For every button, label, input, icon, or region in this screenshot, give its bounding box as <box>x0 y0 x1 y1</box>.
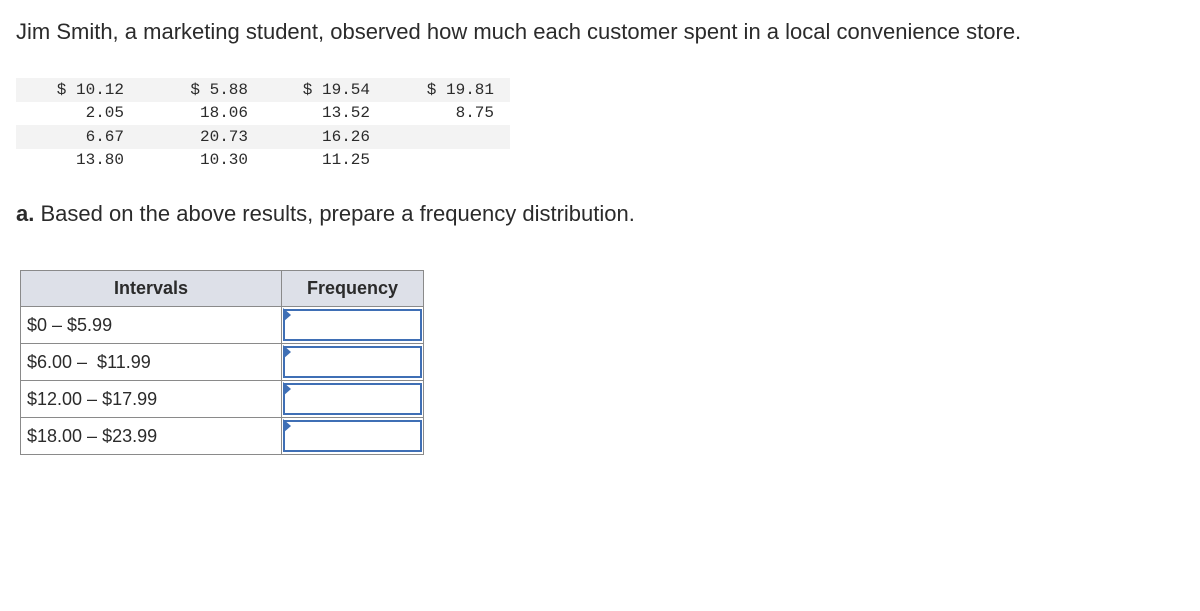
question-letter: a. <box>16 201 35 226</box>
data-cell: 6.67 <box>16 125 124 149</box>
data-row <box>16 125 510 149</box>
input-marker-icon <box>283 419 291 433</box>
table-row <box>21 418 424 455</box>
input-marker-icon <box>283 308 291 322</box>
frequency-cell <box>282 344 424 381</box>
frequency-input-4[interactable] <box>283 420 422 452</box>
data-cell <box>370 125 494 149</box>
data-cell: 10.30 <box>199 151 248 170</box>
interval-label: $6.00 – $11.99 <box>21 344 282 381</box>
data-cell: 11.25 <box>321 151 370 170</box>
frequency-input-2[interactable] <box>283 346 422 378</box>
frequency-cell <box>282 418 424 455</box>
frequency-distribution-table <box>20 270 424 455</box>
input-marker-icon <box>283 345 291 359</box>
input-marker-icon <box>283 382 291 396</box>
data-cell: 18.06 <box>199 104 248 123</box>
data-cell: 20.73 <box>124 125 248 149</box>
data-row <box>16 149 510 173</box>
frequency-header: Frequency <box>282 271 424 307</box>
data-cell: $ 19.81 <box>370 78 494 102</box>
frequency-cell <box>282 307 424 344</box>
table-row <box>21 381 424 418</box>
frequency-input-1[interactable] <box>283 309 422 341</box>
problem-intro: Jim Smith, a marketing student, observed how much each customer spent in a local convenience store. <box>16 19 1022 44</box>
table-row <box>21 344 424 381</box>
data-cell <box>370 149 494 173</box>
data-cell: 8.75 <box>455 104 494 123</box>
data-row <box>16 102 510 126</box>
interval-label: $0 – $5.99 <box>21 307 282 344</box>
data-row <box>16 78 510 102</box>
intervals-header: Intervals <box>21 271 282 307</box>
observed-spending-table <box>16 78 510 172</box>
data-cell: 13.52 <box>321 104 370 123</box>
interval-label: $12.00 – $17.99 <box>21 381 282 418</box>
data-cell: $ 5.88 <box>124 78 248 102</box>
question-a <box>16 200 635 228</box>
data-cell: $ 10.12 <box>16 78 124 102</box>
table-row <box>21 307 424 344</box>
frequency-cell <box>282 381 424 418</box>
interval-label: $18.00 – $23.99 <box>21 418 282 455</box>
data-cell: 16.26 <box>248 125 370 149</box>
question-text: Based on the above results, prepare a frequency distribution. <box>34 201 635 226</box>
data-cell: $ 19.54 <box>248 78 370 102</box>
table-header-row <box>21 271 424 307</box>
data-cell: 2.05 <box>85 104 124 123</box>
frequency-input-3[interactable] <box>283 383 422 415</box>
data-cell: 13.80 <box>75 151 124 170</box>
